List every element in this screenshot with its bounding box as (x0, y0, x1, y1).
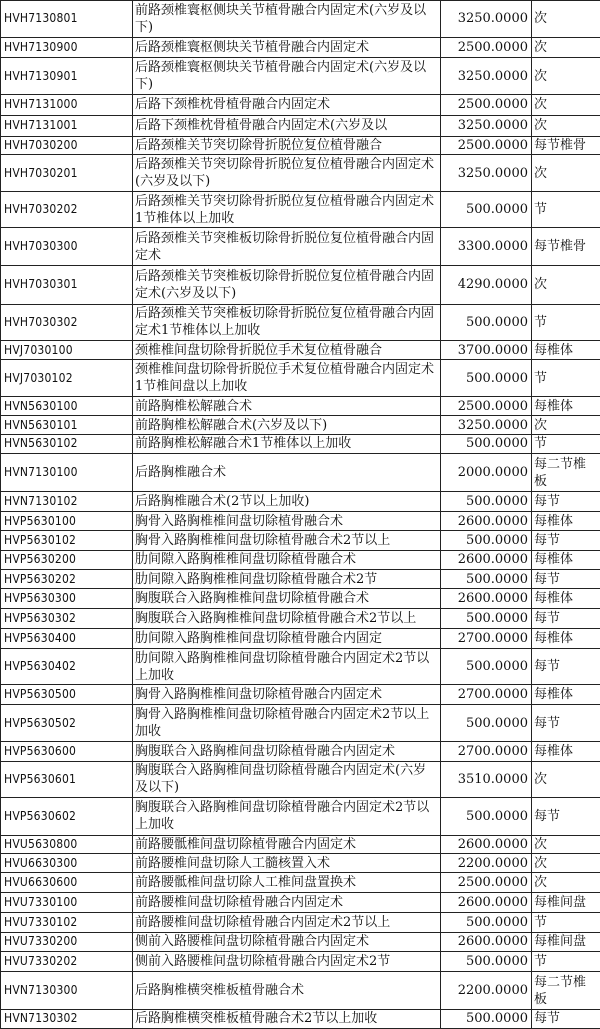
code-cell: HVH7030200 (1, 136, 133, 155)
procedure-name-cell: 前路腰椎间盘切除人工髓核置入术 (133, 854, 441, 873)
unit-cell: 每椎体 (532, 685, 600, 705)
table-row (1, 685, 600, 705)
code-cell: HVP5630502 (1, 705, 133, 742)
unit-cell: 节 (532, 304, 600, 341)
procedure-name-cell: 后路下颈椎枕骨植骨融合内固定术(六岁及以 (133, 115, 441, 136)
price-cell: 500.0000 (441, 531, 532, 551)
procedure-name-cell: 前路腰椎间盘切除植骨融合内固定术 (133, 893, 441, 913)
table-row (1, 136, 600, 155)
procedure-name-cell: 侧前入路腰椎间盘切除植骨融合内固定术2节 (133, 951, 441, 972)
price-cell: 2500.0000 (441, 136, 532, 155)
table-row (1, 569, 600, 589)
unit-cell: 每椎体 (532, 397, 600, 416)
code-cell: HVH7131000 (1, 94, 133, 115)
procedure-name-cell: 前路腰骶椎间盘切除人工椎间盘置换术 (133, 873, 441, 893)
procedure-name-cell: 胸骨入路胸椎椎间盘切除植骨融合内固定术2节以上加收 (133, 705, 441, 742)
code-cell: HVP5630402 (1, 648, 133, 685)
unit-cell: 节 (532, 359, 600, 397)
unit-cell: 每节椎骨 (532, 136, 600, 155)
unit-cell: 每节 (532, 492, 600, 512)
code-cell: HVH7030300 (1, 228, 133, 266)
code-cell: HVH7030301 (1, 265, 133, 304)
code-cell: HVH7131001 (1, 115, 133, 136)
code-cell: HVJ7030102 (1, 359, 133, 397)
price-cell: 500.0000 (441, 569, 532, 589)
price-cell: 2700.0000 (441, 685, 532, 705)
unit-cell: 每节 (532, 531, 600, 551)
procedure-name-cell: 肋间隙入路胸椎椎间盘切除植骨融合术 (133, 550, 441, 569)
price-cell: 3300.0000 (441, 228, 532, 266)
price-cell: 3700.0000 (441, 341, 532, 360)
price-cell: 2500.0000 (441, 873, 532, 893)
code-cell: HVP5630102 (1, 531, 133, 551)
price-cell: 3250.0000 (441, 58, 532, 95)
unit-cell: 次 (532, 854, 600, 873)
unit-cell: 节 (532, 912, 600, 932)
price-cell: 2600.0000 (441, 835, 532, 854)
unit-cell: 每节 (532, 569, 600, 589)
code-cell: HVH7130801 (1, 1, 133, 38)
unit-cell: 每椎间盘 (532, 893, 600, 913)
procedure-name-cell: 后路颈椎关节突椎板切除骨折脱位复位植骨融合内固定术(六岁及以下) (133, 265, 441, 304)
unit-cell: 次 (532, 94, 600, 115)
price-cell: 500.0000 (441, 798, 532, 836)
table-row (1, 932, 600, 951)
table-row (1, 359, 600, 397)
table-row (1, 1009, 600, 1028)
price-cell: 500.0000 (441, 359, 532, 397)
table-row (1, 228, 600, 266)
unit-cell: 次 (532, 265, 600, 304)
table-row (1, 341, 600, 360)
code-cell: HVP5630602 (1, 798, 133, 836)
code-cell: HVP5630100 (1, 512, 133, 531)
table-row (1, 531, 600, 551)
unit-cell: 每节 (532, 798, 600, 836)
price-cell: 500.0000 (441, 191, 532, 228)
price-cell: 500.0000 (441, 912, 532, 932)
code-cell: HVH7030202 (1, 191, 133, 228)
procedure-name-cell: 胸腹联合入路胸椎间盘切除植骨融合内固定术 (133, 741, 441, 761)
code-cell: HVN7130102 (1, 492, 133, 512)
price-cell: 3510.0000 (441, 761, 532, 798)
price-cell: 2500.0000 (441, 94, 532, 115)
unit-cell: 次 (532, 115, 600, 136)
procedure-name-cell: 胸腹联合入路胸椎椎间盘切除植骨融合术 (133, 589, 441, 609)
procedure-name-cell: 颈椎椎间盘切除骨折脱位手术复位植骨融合 (133, 341, 441, 360)
unit-cell: 次 (532, 835, 600, 854)
table-row (1, 629, 600, 649)
unit-cell: 每椎体 (532, 741, 600, 761)
code-cell: HVH7030201 (1, 155, 133, 192)
table-row (1, 435, 600, 454)
table-row (1, 854, 600, 873)
code-cell: HVP5630302 (1, 609, 133, 629)
unit-cell: 次 (532, 873, 600, 893)
procedure-name-cell: 前路腰骶椎间盘切除植骨融合内固定术 (133, 835, 441, 854)
table-row (1, 304, 600, 341)
code-cell: HVP5630601 (1, 761, 133, 798)
code-cell: HVN5630102 (1, 435, 133, 454)
table-row (1, 397, 600, 416)
price-cell: 500.0000 (441, 705, 532, 742)
price-cell: 3250.0000 (441, 1, 532, 38)
procedure-name-cell: 后路颈椎关节突切除骨折脱位复位植骨融合 (133, 136, 441, 155)
code-cell: HVH7130901 (1, 58, 133, 95)
table-row (1, 416, 600, 435)
table-row (1, 58, 600, 95)
code-cell: HVN5630101 (1, 416, 133, 435)
code-cell: HVP5630200 (1, 550, 133, 569)
code-cell: HVU7330100 (1, 893, 133, 913)
table-row (1, 1, 600, 38)
table-row (1, 741, 600, 761)
procedure-name-cell: 前路胸椎松解融合术1节椎体以上加收 (133, 435, 441, 454)
price-cell: 2600.0000 (441, 932, 532, 951)
table-row (1, 589, 600, 609)
table-row (1, 761, 600, 798)
unit-cell: 每椎体 (532, 341, 600, 360)
unit-cell: 每椎体 (532, 589, 600, 609)
unit-cell: 每椎体 (532, 550, 600, 569)
procedure-name-cell: 胸腹联合入路胸椎间盘切除植骨融合内固定术2节以上加收 (133, 798, 441, 836)
price-cell: 2700.0000 (441, 741, 532, 761)
procedure-name-cell: 后路颈椎关节突椎板切除骨折脱位复位植骨融合内固定术1节椎体以上加收 (133, 304, 441, 341)
price-cell: 2000.0000 (441, 453, 532, 492)
price-cell: 500.0000 (441, 648, 532, 685)
price-cell: 500.0000 (441, 492, 532, 512)
procedure-name-cell: 后路胸椎横突椎板植骨融合术 (133, 972, 441, 1010)
unit-cell: 每节 (532, 609, 600, 629)
price-cell: 500.0000 (441, 435, 532, 454)
price-cell: 4290.0000 (441, 265, 532, 304)
procedure-name-cell: 肋间隙入路胸椎椎间盘切除植骨融合内固定术2节以上加收 (133, 648, 441, 685)
unit-cell: 每椎间盘 (532, 932, 600, 951)
price-cell: 3250.0000 (441, 155, 532, 192)
unit-cell: 次 (532, 58, 600, 95)
procedure-name-cell: 后路颈椎关节突切除骨折脱位复位植骨融合内固定术(六岁及以下) (133, 155, 441, 192)
code-cell: HVU7330102 (1, 912, 133, 932)
unit-cell: 节 (532, 435, 600, 454)
unit-cell: 每二节椎板 (532, 972, 600, 1010)
table-row (1, 912, 600, 932)
table-row (1, 550, 600, 569)
price-cell: 500.0000 (441, 304, 532, 341)
unit-cell: 次 (532, 761, 600, 798)
code-cell: HVP5630300 (1, 589, 133, 609)
procedure-name-cell: 侧前入路腰椎间盘切除植骨融合内固定术 (133, 932, 441, 951)
table-row (1, 512, 600, 531)
unit-cell: 节 (532, 951, 600, 972)
procedure-name-cell: 后路下颈椎枕骨植骨融合内固定术 (133, 94, 441, 115)
code-cell: HVP5630400 (1, 629, 133, 649)
table-row (1, 951, 600, 972)
fee-table-body (1, 1, 600, 1029)
table-row (1, 492, 600, 512)
table-row (1, 191, 600, 228)
unit-cell: 次 (532, 155, 600, 192)
price-cell: 2500.0000 (441, 397, 532, 416)
code-cell: HVU5630800 (1, 835, 133, 854)
table-row (1, 453, 600, 492)
table-row (1, 115, 600, 136)
price-cell: 2200.0000 (441, 972, 532, 1010)
procedure-name-cell: 胸骨入路胸椎椎间盘切除植骨融合术 (133, 512, 441, 531)
unit-cell: 次 (532, 37, 600, 58)
procedure-name-cell: 后路颈椎寰枢侧块关节植骨融合内固定术 (133, 37, 441, 58)
unit-cell: 每节 (532, 1009, 600, 1028)
unit-cell: 节 (532, 191, 600, 228)
procedure-name-cell: 后路胸椎融合术 (133, 453, 441, 492)
procedure-name-cell: 肋间隙入路胸椎椎间盘切除植骨融合内固定 (133, 629, 441, 649)
unit-cell: 每节椎骨 (532, 228, 600, 266)
code-cell: HVU7330200 (1, 932, 133, 951)
unit-cell: 每二节椎板 (532, 453, 600, 492)
price-cell: 2700.0000 (441, 629, 532, 649)
unit-cell: 次 (532, 1, 600, 38)
procedure-name-cell: 颈椎椎间盘切除骨折脱位手术复位植骨融合内固定术1节椎间盘以上加收 (133, 359, 441, 397)
table-row (1, 798, 600, 836)
table-row (1, 873, 600, 893)
code-cell: HVP5630600 (1, 741, 133, 761)
code-cell: HVN7130302 (1, 1009, 133, 1028)
procedure-name-cell: 后路胸椎横突椎板植骨融合术2节以上加收 (133, 1009, 441, 1028)
procedure-name-cell: 后路颈椎关节突切除骨折脱位复位植骨融合内固定术1节椎体以上加收 (133, 191, 441, 228)
price-cell: 2600.0000 (441, 512, 532, 531)
price-cell: 2500.0000 (441, 37, 532, 58)
procedure-name-cell: 前路颈椎寰枢侧块关节植骨融合内固定术(六岁及以下) (133, 1, 441, 38)
price-cell: 500.0000 (441, 951, 532, 972)
table-row (1, 37, 600, 58)
procedure-name-cell: 胸骨入路胸椎椎间盘切除植骨融合术2节以上 (133, 531, 441, 551)
table-row (1, 609, 600, 629)
price-cell: 2600.0000 (441, 893, 532, 913)
unit-cell: 每椎体 (532, 629, 600, 649)
code-cell: HVN7130300 (1, 972, 133, 1010)
table-row (1, 648, 600, 685)
procedure-name-cell: 肋间隙入路胸椎椎间盘切除植骨融合术2节 (133, 569, 441, 589)
table-row (1, 705, 600, 742)
price-cell: 3250.0000 (441, 416, 532, 435)
table-row (1, 893, 600, 913)
procedure-name-cell: 后路颈椎关节突椎板切除骨折脱位复位植骨融合内固定术 (133, 228, 441, 266)
procedure-name-cell: 前路胸椎松解融合术(六岁及以下) (133, 416, 441, 435)
code-cell: HVU7330202 (1, 951, 133, 972)
procedure-name-cell: 前路胸椎松解融合术 (133, 397, 441, 416)
procedure-name-cell: 胸腹联合入路胸椎间盘切除植骨融合内固定术(六岁及以下) (133, 761, 441, 798)
table-row (1, 265, 600, 304)
price-cell: 3250.0000 (441, 115, 532, 136)
price-cell: 2200.0000 (441, 854, 532, 873)
procedure-name-cell: 后路颈椎寰枢侧块关节植骨融合内固定术(六岁及以下) (133, 58, 441, 95)
table-row (1, 94, 600, 115)
unit-cell: 次 (532, 416, 600, 435)
code-cell: HVN5630100 (1, 397, 133, 416)
unit-cell: 每节 (532, 648, 600, 685)
code-cell: HVU6630300 (1, 854, 133, 873)
code-cell: HVP5630202 (1, 569, 133, 589)
table-row (1, 835, 600, 854)
code-cell: HVH7030302 (1, 304, 133, 341)
procedure-name-cell: 胸骨入路胸椎椎间盘切除植骨融合内固定术 (133, 685, 441, 705)
price-cell: 2600.0000 (441, 589, 532, 609)
code-cell: HVU6630600 (1, 873, 133, 893)
price-cell: 500.0000 (441, 1009, 532, 1028)
code-cell: HVH7130900 (1, 37, 133, 58)
price-cell: 2600.0000 (441, 550, 532, 569)
price-cell: 500.0000 (441, 609, 532, 629)
procedure-name-cell: 胸腹联合入路胸椎椎间盘切除植骨融合术2节以上 (133, 609, 441, 629)
code-cell: HVP5630500 (1, 685, 133, 705)
unit-cell: 每椎体 (532, 512, 600, 531)
procedure-name-cell: 后路胸椎融合术(2节以上加收) (133, 492, 441, 512)
table-row (1, 155, 600, 192)
table-row (1, 972, 600, 1010)
unit-cell: 每节 (532, 705, 600, 742)
procedure-name-cell: 前路腰椎间盘切除植骨融合内固定术2节以上 (133, 912, 441, 932)
code-cell: HVJ7030100 (1, 341, 133, 360)
code-cell: HVN7130100 (1, 453, 133, 492)
